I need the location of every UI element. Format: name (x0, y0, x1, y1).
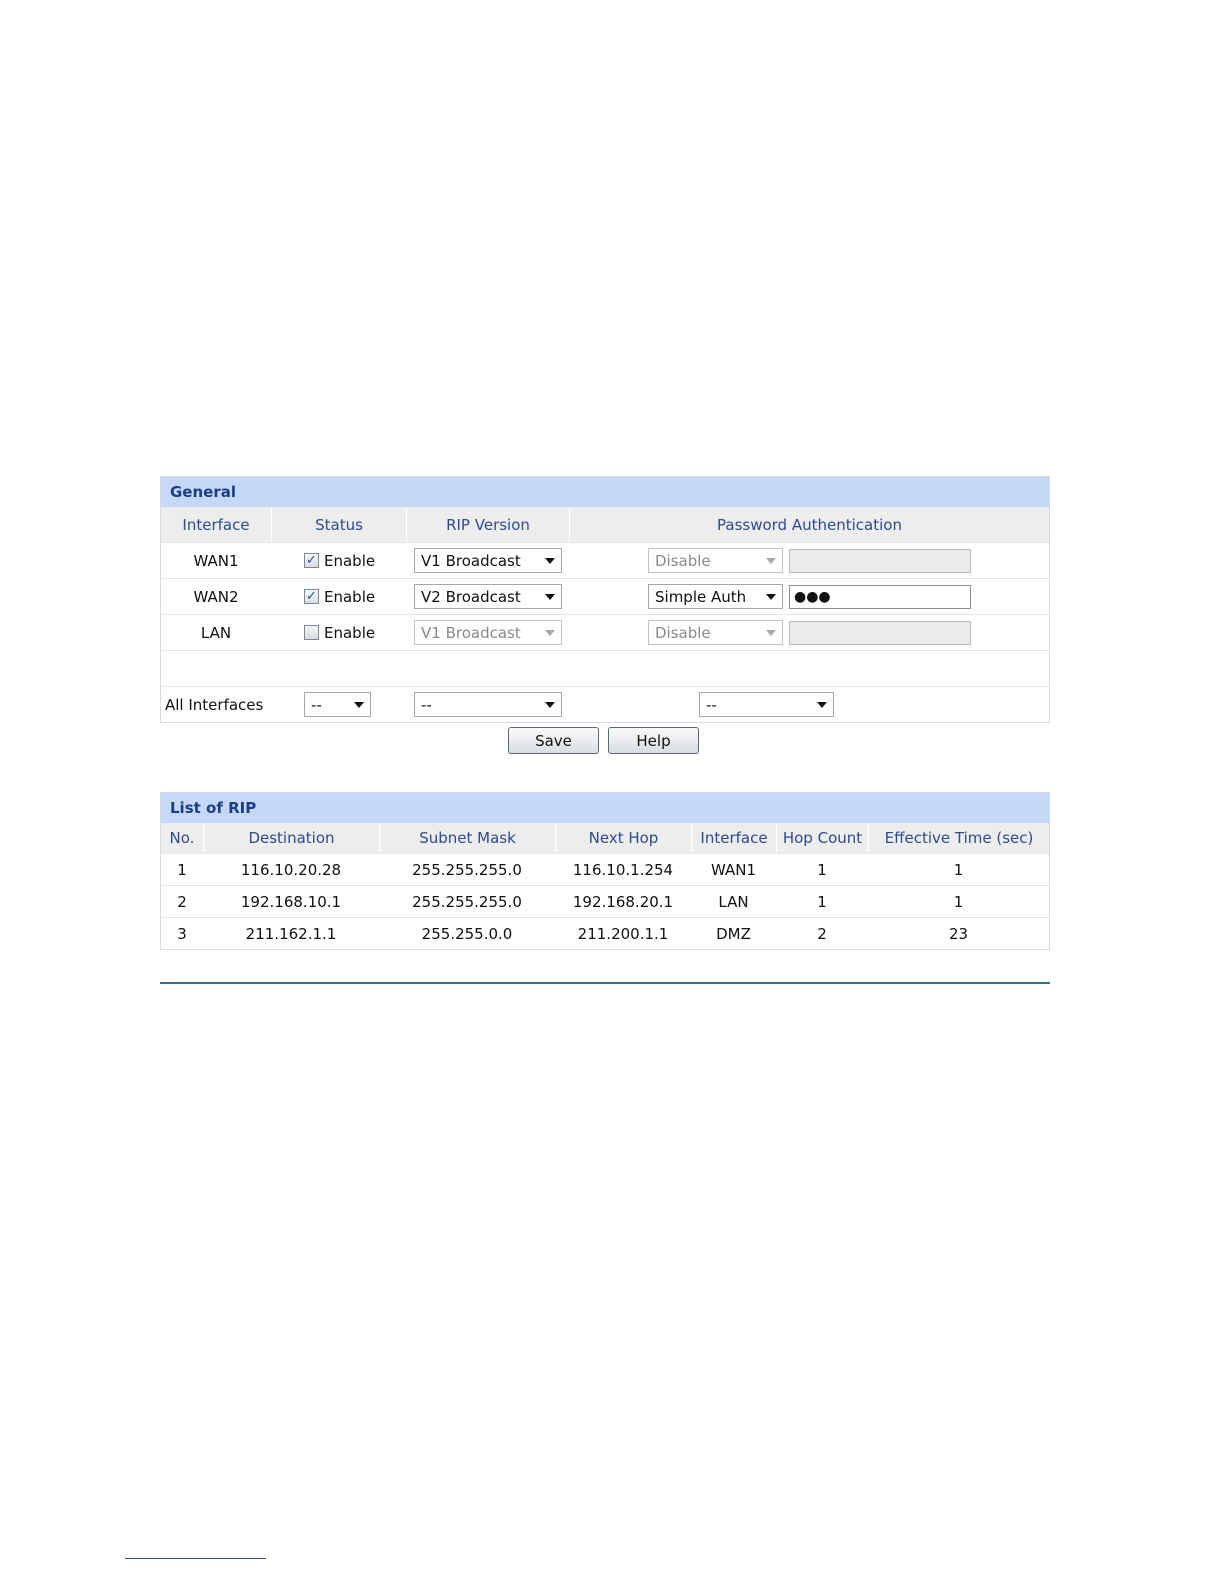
interface-name: WAN1 (193, 551, 239, 570)
cell-hop-count: 2 (817, 924, 827, 943)
section-divider (160, 982, 1050, 984)
cell-subnet-mask: 255.255.0.0 (421, 924, 513, 943)
chevron-down-icon (545, 558, 555, 564)
auth-value: Simple Auth (655, 587, 747, 606)
interface-name: LAN (200, 623, 232, 642)
cell-effective-time: 23 (948, 924, 969, 943)
cell-destination: 192.168.10.1 (240, 892, 342, 911)
password-cell (789, 579, 971, 614)
enable-label: Enable (324, 587, 376, 606)
table-row (161, 918, 1049, 949)
header-no: No. (169, 829, 195, 847)
spacer-row (161, 651, 1049, 687)
enable-checkbox[interactable] (304, 553, 319, 568)
general-title: General (161, 477, 1049, 507)
password-input[interactable] (789, 549, 971, 573)
header-interface: Interface (182, 515, 250, 534)
cell-hop-count: 1 (817, 892, 827, 911)
header-hop-count: Hop Count (776, 823, 868, 853)
enable-label: Enable (324, 623, 376, 642)
cell-hop-count: 1 (817, 860, 827, 879)
all-rip-cell (414, 687, 562, 722)
general-row-wan2 (161, 579, 1049, 615)
header-rip-version: RIP Version (406, 507, 569, 542)
header-destination: Destination (203, 823, 379, 853)
chevron-down-icon (545, 594, 555, 600)
chevron-down-icon (545, 702, 555, 708)
cell-no: 1 (177, 860, 187, 879)
enable-label: Enable (324, 551, 376, 570)
all-status-select[interactable] (304, 692, 371, 717)
rip-version-value: V1 Broadcast (421, 551, 521, 570)
footnote-rule (125, 1558, 266, 1559)
rip-version-select[interactable] (414, 548, 562, 573)
password-cell (789, 615, 971, 650)
cell-destination: 116.10.20.28 (240, 860, 342, 879)
all-auth-select[interactable] (699, 692, 834, 717)
general-row-lan (161, 615, 1049, 651)
rip-header-row (161, 823, 1049, 854)
all-interfaces-label: All Interfaces (165, 695, 264, 714)
chevron-down-icon (766, 594, 776, 600)
all-rip-version-value: -- (421, 695, 432, 714)
table-row (161, 886, 1049, 918)
all-status-cell (304, 687, 371, 722)
rip-version-value: V2 Broadcast (421, 587, 521, 606)
rip-version-select[interactable] (414, 584, 562, 609)
rip-version-value: V1 Broadcast (421, 623, 521, 642)
auth-value: Disable (655, 623, 711, 642)
cell-no: 3 (177, 924, 187, 943)
status-cell (304, 579, 375, 614)
general-panel (160, 476, 1050, 723)
rip-version-cell (414, 615, 562, 650)
all-auth-value: -- (706, 695, 717, 714)
password-cell (789, 543, 971, 578)
save-button[interactable]: Save (508, 727, 599, 754)
table-row (161, 854, 1049, 886)
chevron-down-icon (354, 702, 364, 708)
auth-select[interactable] (648, 548, 783, 573)
auth-cell (648, 543, 783, 578)
chevron-down-icon (766, 558, 776, 564)
status-cell (304, 543, 375, 578)
checkmark-icon: ✓ (306, 553, 317, 568)
cell-effective-time: 1 (953, 892, 964, 911)
help-button[interactable]: Help (608, 727, 699, 754)
cell-destination: 211.162.1.1 (245, 924, 337, 943)
all-auth-cell (699, 687, 834, 722)
cell-no: 2 (177, 892, 187, 911)
auth-value: Disable (655, 551, 711, 570)
password-input[interactable]: ●●● (789, 585, 971, 609)
cell-next-hop: 192.168.20.1 (572, 892, 674, 911)
auth-select[interactable] (648, 584, 783, 609)
auth-cell (648, 615, 783, 650)
header-effective-time: Effective Time (sec) (868, 823, 1049, 853)
header-status: Status (271, 507, 406, 542)
all-rip-version-select[interactable] (414, 692, 562, 717)
checkmark-icon: ✓ (306, 589, 317, 604)
rip-list-title: List of RIP (161, 793, 1049, 823)
rip-version-select[interactable] (414, 620, 562, 645)
auth-select[interactable] (648, 620, 783, 645)
cell-interface: LAN (718, 892, 749, 911)
rip-version-cell (414, 543, 562, 578)
interface-name: WAN2 (193, 587, 239, 606)
status-cell (304, 615, 375, 650)
cell-effective-time: 1 (953, 860, 964, 879)
password-input[interactable] (789, 621, 971, 645)
cell-interface: WAN1 (710, 860, 757, 879)
cell-next-hop: 116.10.1.254 (572, 860, 674, 879)
general-row-wan1 (161, 543, 1049, 579)
all-status-value: -- (311, 695, 322, 714)
chevron-down-icon (545, 630, 555, 636)
enable-checkbox[interactable] (304, 625, 319, 640)
all-interfaces-row (161, 687, 1049, 722)
rip-list-panel (160, 792, 1050, 950)
header-password-auth: Password Authentication (569, 507, 1049, 542)
general-header-row (161, 507, 1049, 543)
cell-next-hop: 211.200.1.1 (577, 924, 669, 943)
auth-cell (648, 579, 783, 614)
header-subnet-mask: Subnet Mask (379, 823, 555, 853)
enable-checkbox[interactable] (304, 589, 319, 604)
cell-interface: DMZ (716, 924, 751, 943)
cell-subnet-mask: 255.255.255.0 (412, 860, 522, 879)
chevron-down-icon (817, 702, 827, 708)
cell-subnet-mask: 255.255.255.0 (412, 892, 522, 911)
rip-version-cell (414, 579, 562, 614)
header-next-hop: Next Hop (555, 823, 691, 853)
chevron-down-icon (766, 630, 776, 636)
header-interface: Interface (691, 823, 776, 853)
